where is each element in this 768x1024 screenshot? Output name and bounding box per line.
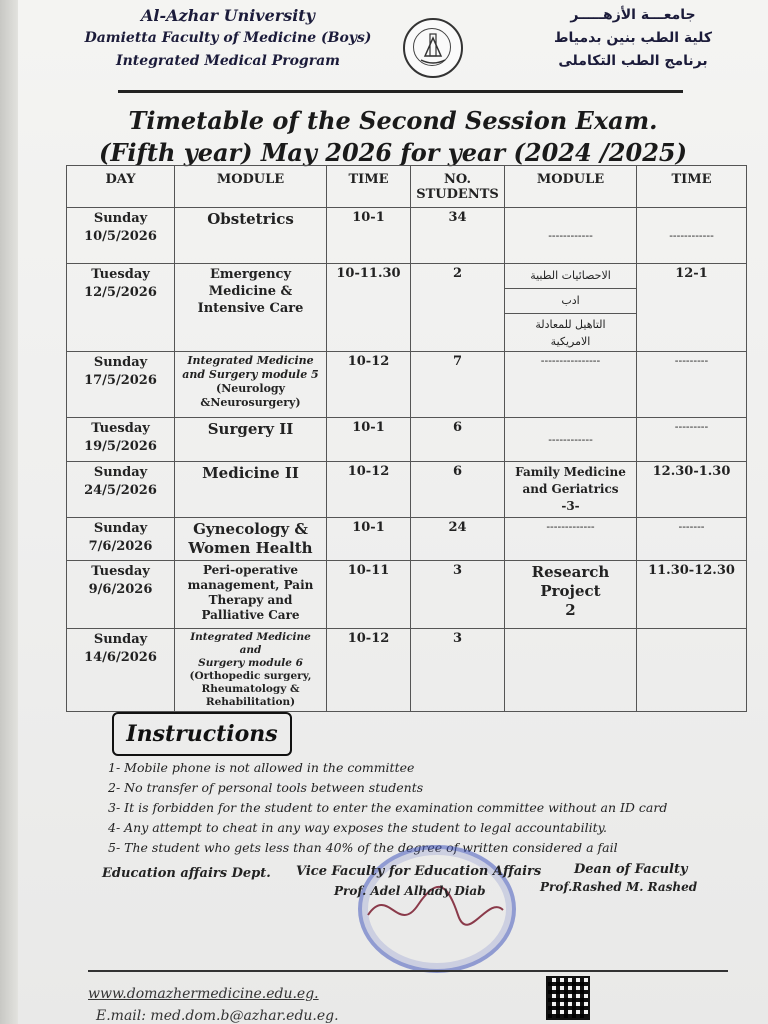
module2-cell: ------------	[505, 208, 637, 264]
students-cell: 6	[411, 418, 505, 462]
time-cell: 10-1	[327, 418, 411, 462]
table-row	[67, 629, 747, 712]
module2-cell: -------------	[505, 518, 637, 561]
subject-ethics: ادب	[505, 289, 636, 314]
header-divider	[118, 90, 683, 93]
document-subtitle: (Fifth year) May 2026 for year (2024 /2025)	[99, 138, 687, 167]
day-cell: Sunday 24/5/2026	[67, 462, 175, 518]
instruction-item: 1- Mobile phone is not allowed in the committee	[108, 760, 415, 775]
instruction-item: 4- Any attempt to cheat in any way exposes the student to legal accountability.	[108, 820, 608, 835]
faculty-name-ar: كلية الطب بنين بدمياط	[553, 30, 712, 46]
exam-timetable	[66, 165, 747, 712]
module2-cell: Family Medicine and Geriatrics -3-	[505, 462, 637, 518]
footer-divider	[88, 970, 728, 972]
module2-cell: ----------------	[505, 352, 637, 418]
table-row	[67, 518, 747, 561]
day-cell: Tuesday 9/6/2026	[67, 561, 175, 629]
email-link[interactable]: E.mail: med.dom.b@azhar.edu.eg.	[96, 1008, 339, 1024]
day-cell: Sunday 14/6/2026	[67, 629, 175, 712]
time2-cell: ---------	[637, 418, 747, 462]
university-seal-icon	[403, 18, 463, 78]
module-cell: Integrated Medicine and Surgery module 5 (Neurology &Neurosurgery)	[175, 352, 327, 418]
signature-scribble-icon	[358, 845, 508, 965]
module2-cell	[505, 629, 637, 712]
day-cell: Sunday 10/5/2026	[67, 208, 175, 264]
time-cell: 10-11	[327, 561, 411, 629]
dean-name: Prof.Rashed M. Rashed	[540, 880, 698, 894]
time2-cell: 11.30-12.30	[637, 561, 747, 629]
time-cell: 10-12	[327, 629, 411, 712]
time-cell: 10-1	[327, 208, 411, 264]
module2-cell: Research Project 2	[505, 561, 637, 629]
university-name-ar: جامعـــة الأزهـــــر	[570, 7, 696, 23]
faculty-name: Damietta Faculty of Medicine (Boys)	[84, 30, 372, 46]
header-english	[78, 4, 378, 73]
table-row	[67, 561, 747, 629]
module-cell: Obstetrics	[175, 208, 327, 264]
table-row	[67, 352, 747, 418]
time-cell: 10-11.30	[327, 264, 411, 352]
instructions-heading: Instructions	[112, 712, 292, 756]
qr-code-icon	[546, 976, 590, 1020]
time-cell: 10-1	[327, 518, 411, 561]
table-row	[67, 264, 747, 352]
module-cell: Gynecology & Women Health	[175, 518, 327, 561]
module-cell: Integrated Medicine and Surgery module 6 (Orthopedic surgery, Rheumatology & Rehabilitation)	[175, 629, 327, 712]
table-row	[67, 462, 747, 518]
col-header-day: DAY	[67, 166, 175, 208]
time2-cell: 12-1	[637, 264, 747, 352]
document-title: Timetable of the Second Session Exam.	[128, 106, 658, 135]
module-cell: Peri-operative management, Pain Therapy and Palliative Care	[175, 561, 327, 629]
students-cell: 3	[411, 561, 505, 629]
instruction-item: 2- No transfer of personal tools between students	[108, 780, 424, 795]
website-link[interactable]: www.domazhermedicine.edu.eg.	[88, 986, 319, 1002]
day-cell: Tuesday 19/5/2026	[67, 418, 175, 462]
students-cell: 34	[411, 208, 505, 264]
university-name: Al-Azhar University	[141, 6, 315, 25]
students-cell: 6	[411, 462, 505, 518]
time-cell: 10-12	[327, 462, 411, 518]
time2-cell	[637, 629, 747, 712]
table-row	[67, 208, 747, 264]
program-name: Integrated Medical Program	[116, 53, 340, 69]
col-header-module-2: MODULE	[505, 166, 637, 208]
module-cell: Emergency Medicine & Intensive Care	[175, 264, 327, 352]
col-header-time-2: TIME	[637, 166, 747, 208]
col-header-students: NO. STUDENTS	[411, 166, 505, 208]
day-cell: Tuesday 12/5/2026	[67, 264, 175, 352]
students-cell: 24	[411, 518, 505, 561]
time2-cell: -------	[637, 518, 747, 561]
module2-cell	[505, 264, 637, 352]
col-header-time: TIME	[327, 166, 411, 208]
time-cell: 10-12	[327, 352, 411, 418]
time2-cell: ------------	[637, 208, 747, 264]
students-cell: 7	[411, 352, 505, 418]
vice-dean-title: Vice Faculty for Education Affairs	[296, 864, 542, 879]
header-arabic	[528, 4, 738, 73]
day-cell: Sunday 17/5/2026	[67, 352, 175, 418]
program-name-ar: برنامج الطب التكاملى	[558, 53, 708, 69]
exam-timetable-document	[18, 0, 768, 1024]
module2-cell: ------------	[505, 418, 637, 462]
time2-cell: 12.30-1.30	[637, 462, 747, 518]
education-affairs-dept: Education affairs Dept.	[102, 866, 271, 881]
subject-us-equivalency: التاهيل للمعادلة الامريكية	[535, 318, 606, 348]
instruction-item: 5- The student who gets less than 40% of the degree of written considered a fail	[108, 840, 618, 855]
vice-dean-name: Prof. Adel Alhady Diab	[334, 884, 486, 898]
module-cell: Surgery II	[175, 418, 327, 462]
students-cell: 3	[411, 629, 505, 712]
table-row	[67, 418, 747, 462]
table-header-row	[67, 166, 747, 208]
instructions-list	[108, 758, 667, 858]
seal-emblem-icon	[405, 20, 461, 76]
subject-medical-statistics: الاحصائيات الطبية	[505, 264, 636, 289]
module-cell: Medicine II	[175, 462, 327, 518]
col-header-module: MODULE	[175, 166, 327, 208]
time2-cell: ---------	[637, 352, 747, 418]
instruction-item: 3- It is forbidden for the student to enter the examination committee without an ID card	[108, 800, 668, 815]
students-cell: 2	[411, 264, 505, 352]
day-cell: Sunday 7/6/2026	[67, 518, 175, 561]
dean-title: Dean of Faculty	[574, 862, 688, 877]
